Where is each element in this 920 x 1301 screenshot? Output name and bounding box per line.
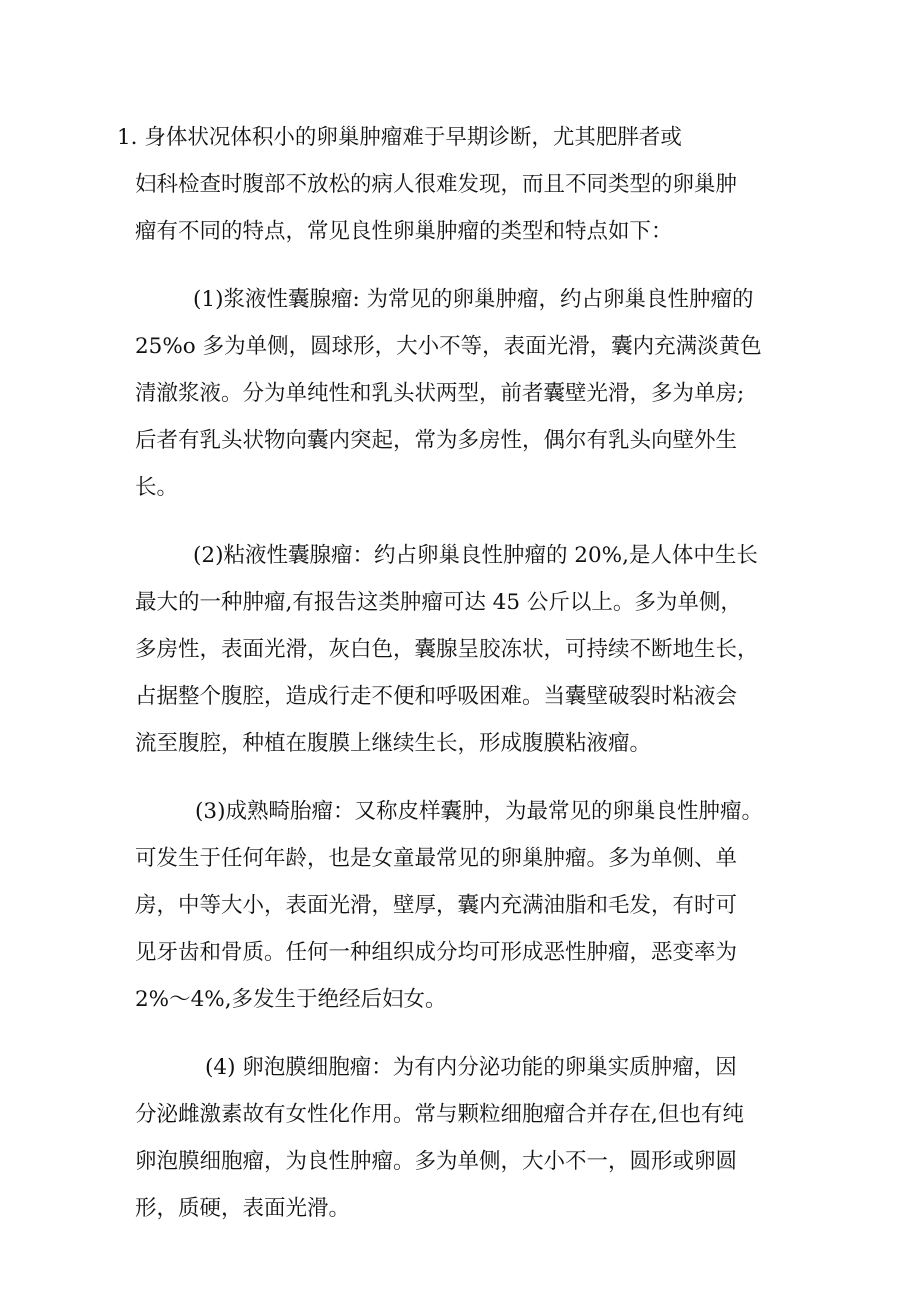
- paragraph-4-line: 2%～4%,多发生于绝经后妇女。: [135, 987, 447, 1012]
- paragraph-2-line: 长。: [135, 475, 179, 500]
- paragraph-2-line: 清澈浆液。分为单纯性和乳头状两型，前者囊壁光滑，多为单房;: [135, 381, 745, 406]
- paragraph-1-line: 1. 身体状况体积小的卵巢肿瘤难于早期诊断，尤其肥胖者或: [117, 125, 682, 150]
- paragraph-5-line: 分泌雌激素故有女性化作用。常与颗粒细胞瘤合并存在,但也有纯: [135, 1102, 744, 1127]
- paragraph-5-line: 卵泡膜细胞瘤，为良性肿瘤。多为单侧，大小不一，圆形或卵圆: [135, 1149, 738, 1174]
- paragraph-4-line: 可发生于任何年龄，也是女童最常见的卵巢肿瘤。多为单侧、单: [135, 846, 738, 871]
- paragraph-2-line: 25%o 多为单侧，圆球形，大小不等，表面光滑，囊内充满淡黄色: [135, 334, 762, 359]
- paragraph-3-line: 占据整个腹腔，造成行走不便和呼吸困难。当囊壁破裂时粘液会: [135, 684, 738, 709]
- paragraph-2-line: 后者有乳头状物向囊内突起，常为多房性，偶尔有乳头向壁外生: [135, 428, 738, 453]
- paragraph-1-line: 妇科检查时腹部不放松的病人很难发现，而且不同类型的卵巢肿: [135, 172, 738, 197]
- paragraph-4-line: 房，中等大小，表面光滑，壁厚，囊内充满油脂和毛发，有时可: [135, 893, 738, 918]
- paragraph-3-line: (2)粘液性囊腺瘤：约占卵巢良性肿瘤的 20%,是人体中生长: [193, 543, 758, 568]
- paragraph-5-line: 形，质硬，表面光滑。: [135, 1196, 351, 1221]
- paragraph-2-line: (1)浆液性囊腺瘤: 为常见的卵巢肿瘤，约占卵巢良性肿瘤的: [193, 287, 754, 312]
- paragraph-3-line: 最大的一种肿瘤,有报告这类肿瘤可达 45 公斤以上。多为单侧，: [135, 590, 742, 615]
- paragraph-4-line: (3)成熟畸胎瘤：又称皮样囊肿，为最常见的卵巢良性肿瘤。: [195, 799, 763, 824]
- paragraph-1-line: 瘤有不同的特点，常见良性卵巢肿瘤的类型和特点如下：: [135, 219, 673, 244]
- paragraph-4-line: 见牙齿和骨质。任何一种组织成分均可形成恶性肿瘤，恶变率为: [135, 940, 738, 965]
- paragraph-5-line: (4) 卵泡膜细胞瘤：为有内分泌功能的卵巢实质肿瘤，因: [205, 1055, 737, 1080]
- paragraph-3-line: 多房性，表面光滑，灰白色，囊腺呈胶冻状，可持续不断地生长，: [135, 637, 759, 662]
- paragraph-3-line: 流至腹腔，种植在腹膜上继续生长，形成腹膜粘液瘤。: [135, 731, 652, 756]
